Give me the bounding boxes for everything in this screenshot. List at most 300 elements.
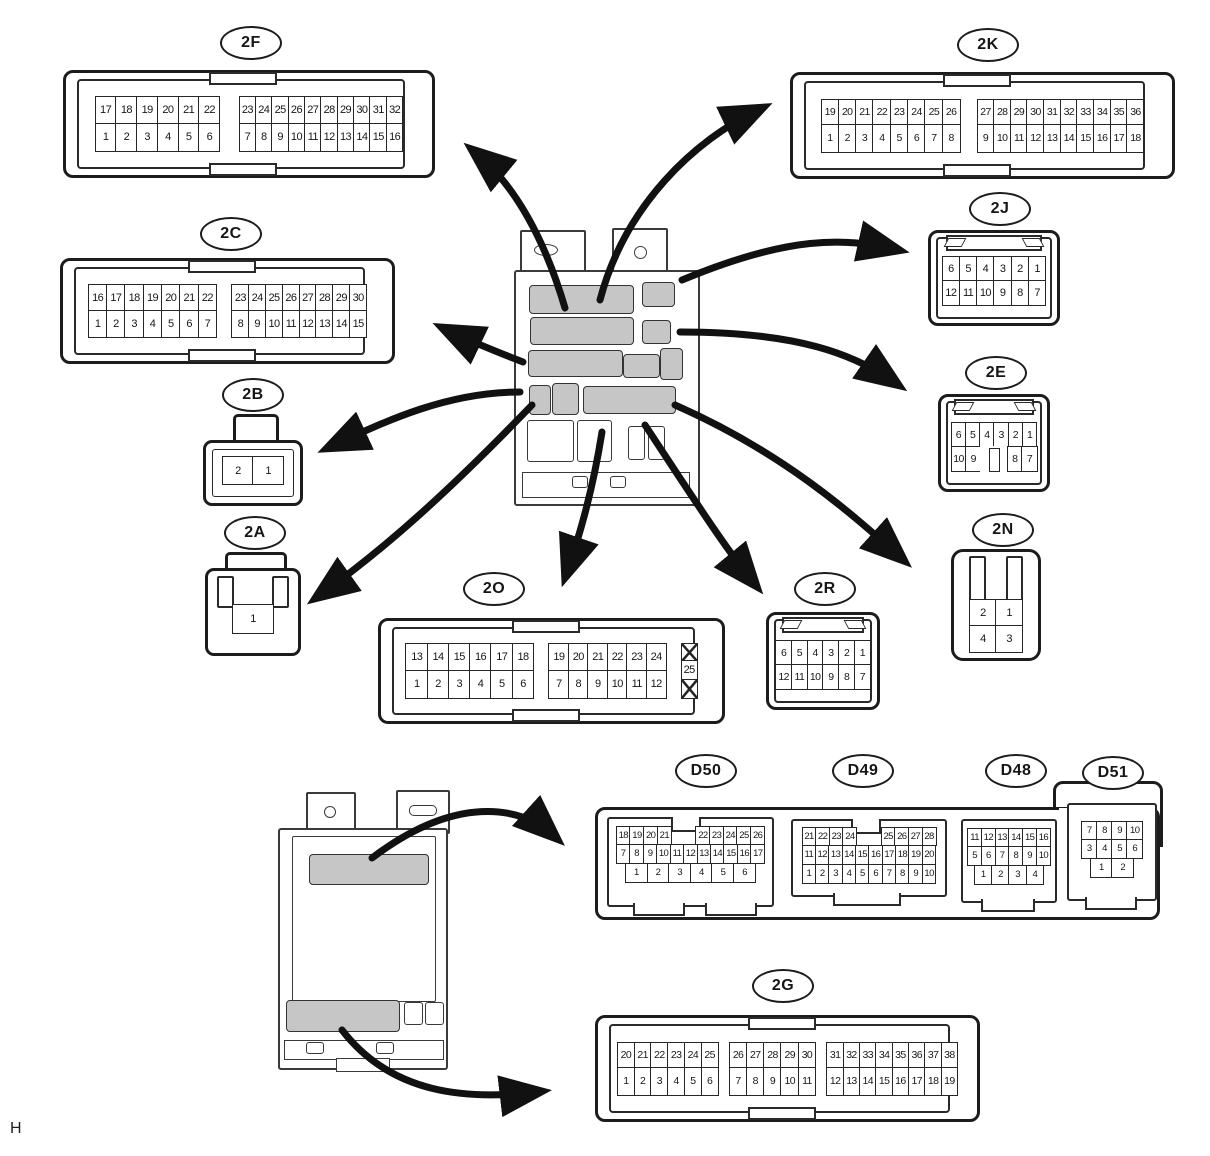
pin-cell: 9 — [1111, 821, 1128, 840]
connector-label: D48 — [985, 754, 1047, 788]
pin-cell: 12 — [1026, 124, 1044, 152]
pin-cell: 10 — [265, 310, 283, 338]
pin-cell: 24 — [646, 643, 667, 671]
pin-block — [548, 643, 666, 699]
pin-cell: 6 — [1126, 839, 1143, 859]
pin-cell: 2 — [1008, 422, 1024, 447]
unit-slot — [529, 385, 551, 415]
pin-cell: 3 — [993, 256, 1012, 281]
pin-row — [1081, 821, 1143, 840]
pin-cell: 3 — [822, 640, 839, 665]
pin-cell: 16 — [386, 123, 404, 152]
pin-cell: 28 — [320, 96, 338, 124]
pin-grid — [766, 612, 880, 710]
pin-cell: 26 — [288, 96, 306, 124]
pin-cell: 16 — [737, 844, 752, 864]
pin-cell: 10 — [288, 123, 306, 152]
gap-cell — [856, 827, 882, 846]
pin-cell: 13 — [828, 845, 843, 865]
unit-foot — [336, 1058, 390, 1072]
pin-cell: 26 — [750, 826, 765, 845]
pin-cell: 11 — [670, 844, 685, 864]
pin-cell: 11 — [967, 828, 982, 847]
pin-grid — [378, 618, 725, 724]
unit-slot — [530, 317, 634, 345]
pin-cell: 36 — [1126, 99, 1144, 126]
pin-row — [977, 126, 1145, 153]
pin-cell: 9 — [271, 123, 289, 152]
pin-cell: 28 — [763, 1042, 782, 1069]
pin-row — [616, 845, 766, 864]
pin-cell: 14 — [1060, 124, 1078, 152]
pin-row — [775, 665, 871, 690]
pin-cell: 10 — [993, 124, 1011, 152]
unit-base-tab — [376, 1042, 394, 1054]
connector-2o — [378, 580, 725, 724]
pin-cell: 15 — [369, 123, 387, 152]
pin-cell: 23 — [709, 826, 724, 845]
pin-cell: 14 — [332, 310, 350, 338]
bracket-hole — [409, 805, 437, 816]
pin-cell: 17 — [750, 844, 765, 864]
pin-cell: 16 — [1093, 124, 1111, 152]
pin-cell: 12 — [826, 1067, 844, 1095]
pin-cell: 3 — [1081, 839, 1098, 859]
pin-cell: 19 — [548, 643, 569, 671]
pin-cell: 2 — [106, 310, 126, 338]
pin-row — [969, 626, 1023, 653]
unit-slot — [623, 354, 660, 378]
pin-cell: 8 — [1007, 446, 1023, 472]
pin-row — [969, 599, 1023, 626]
pin-cell: 23 — [667, 1042, 685, 1069]
pin-cell: 5 — [855, 864, 870, 884]
pin-cell: 19 — [143, 284, 163, 311]
pin-cell: 15 — [855, 845, 870, 865]
connector-label: D49 — [832, 754, 894, 788]
pin-cell: 3 — [124, 310, 144, 338]
pin-cell: 12 — [299, 310, 317, 338]
pin-grid — [951, 543, 1041, 661]
pin-grid — [63, 70, 435, 178]
bracket-hole — [534, 244, 558, 256]
pin-cell: 2 — [991, 865, 1010, 885]
x-cell — [681, 679, 698, 699]
pin-cell: 18 — [1126, 124, 1144, 152]
arrow-to-2a — [320, 405, 532, 595]
unit-slot — [528, 350, 623, 377]
pin-cell: 20 — [568, 643, 589, 671]
pin-cell: 21 — [802, 827, 817, 846]
pin-cell: 20 — [617, 1042, 635, 1069]
pin-grid — [793, 821, 945, 895]
pin-block — [802, 827, 937, 884]
pin-cell: 7 — [924, 124, 943, 152]
pin-cell: 2 — [815, 864, 830, 884]
pin-cell: 35 — [892, 1042, 910, 1069]
pin-cell: 33 — [859, 1042, 877, 1069]
pin-cell: 23 — [239, 96, 257, 124]
gap-cell — [671, 826, 697, 845]
pin-cell: 33 — [1076, 99, 1094, 126]
pin-cell: 32 — [843, 1042, 861, 1069]
connector-2e — [938, 364, 1050, 492]
pin-cell: 3 — [995, 625, 1023, 653]
pin-row — [239, 124, 404, 152]
pin-cell: 21 — [855, 99, 874, 126]
pin-cell: 25 — [701, 1042, 719, 1069]
pin-cell: 36 — [908, 1042, 926, 1069]
connector-d49 — [791, 819, 947, 897]
connector-label: D50 — [675, 754, 737, 788]
pin-cell: 4 — [976, 256, 995, 281]
pin-cell: 19 — [136, 96, 158, 124]
pin-cell: 21 — [179, 284, 199, 311]
pin-cell: 12 — [646, 670, 667, 699]
pin-row — [775, 640, 871, 665]
connector-2k — [790, 36, 1175, 179]
pin-cell: 6 — [512, 670, 535, 699]
pin-cell: 6 — [775, 640, 792, 665]
pin-cell: 12 — [683, 844, 698, 864]
pin-cell: 4 — [469, 670, 492, 699]
pin-cell: 2 — [647, 863, 670, 883]
unit-base-tab — [572, 476, 588, 488]
pin-cell: 2 — [634, 1067, 652, 1095]
pin-cell: 5 — [161, 310, 181, 338]
pin-cell: 4 — [1026, 865, 1045, 885]
connector-2f — [63, 34, 435, 178]
pin-cell: 8 — [838, 664, 855, 690]
pin-cell: 23 — [829, 827, 844, 846]
unit-cavity — [425, 1002, 444, 1025]
pin-cell: 20 — [838, 99, 857, 126]
pin-block — [775, 640, 871, 690]
pin-row — [826, 1069, 958, 1096]
pin-row — [729, 1069, 817, 1096]
pin-cell: 25 — [924, 99, 943, 126]
pin-row — [802, 827, 937, 846]
unit-slot — [529, 285, 634, 314]
pin-row — [967, 828, 1051, 847]
pin-block — [617, 1042, 719, 1096]
pin-grid — [203, 414, 303, 506]
pin-cell: 18 — [616, 826, 631, 845]
pin-cell: 4 — [667, 1067, 685, 1095]
unit-slot — [583, 386, 676, 414]
pin-cell: 21 — [657, 826, 672, 845]
connector-label: 2A — [224, 516, 286, 550]
pin-cell: 14 — [710, 844, 725, 864]
pin-cell: 2 — [1111, 858, 1134, 878]
pin-row — [616, 826, 766, 845]
pin-cell: 23 — [626, 643, 647, 671]
pin-row — [826, 1042, 958, 1069]
pin-cell: 21 — [587, 643, 608, 671]
pin-cell: 29 — [1010, 99, 1028, 126]
pin-cell: 27 — [977, 99, 995, 126]
pin-cell: 7 — [995, 846, 1010, 866]
arrow-to-2b — [332, 392, 520, 446]
gap-cell — [1133, 858, 1143, 878]
pin-block — [821, 99, 961, 153]
pin-cell: 5 — [178, 123, 200, 152]
pin-row — [231, 311, 367, 338]
pin-cell: 11 — [626, 670, 647, 699]
pin-cell: 7 — [616, 844, 631, 864]
pin-cell: 1 — [1090, 858, 1113, 878]
pin-cell: 19 — [629, 826, 644, 845]
pin-cell: 8 — [1011, 280, 1030, 306]
pin-cell: 3 — [828, 864, 843, 884]
pin-cell: 28 — [993, 99, 1011, 126]
pin-cell: 21 — [634, 1042, 652, 1069]
pin-cell: 22 — [650, 1042, 668, 1069]
pin-cell: 30 — [798, 1042, 817, 1069]
pin-cell: 25 — [681, 660, 698, 680]
pin-row — [88, 284, 218, 311]
main-unit — [514, 226, 700, 504]
pin-cell: 1 — [617, 1067, 635, 1095]
connector-d48 — [961, 819, 1057, 903]
pin-cell: 27 — [746, 1042, 765, 1069]
pin-cell: 11 — [802, 845, 817, 865]
pin-cell: 1 — [995, 599, 1023, 626]
pin-cell: 22 — [872, 99, 891, 126]
pin-cell: 8 — [1008, 846, 1023, 866]
pin-cell: 30 — [349, 284, 367, 311]
pin-cell: 12 — [815, 845, 830, 865]
pin-cell: 22 — [198, 96, 220, 124]
pin-row — [405, 671, 534, 699]
pin-cell: 1 — [802, 864, 817, 884]
pin-cell: 13 — [405, 643, 428, 671]
arrow-to-2n — [675, 405, 900, 557]
pin-cell: 10 — [922, 864, 937, 884]
pin-cell: 13 — [697, 844, 712, 864]
pin-row — [977, 99, 1145, 126]
pin-cell: 4 — [807, 640, 824, 665]
pin-cell: 12 — [320, 123, 338, 152]
pin-block — [681, 643, 698, 699]
pin-cell: 7 — [1081, 821, 1098, 840]
pin-cell: 13 — [995, 828, 1010, 847]
pin-cell: 16 — [892, 1067, 910, 1095]
pin-cell: 6 — [951, 422, 967, 447]
pin-cell: 12 — [942, 280, 961, 306]
pin-cell: 14 — [842, 845, 857, 865]
pin-cell: 4 — [157, 123, 179, 152]
pin-cell: 18 — [895, 845, 910, 865]
pin-cell: 4 — [690, 863, 713, 883]
pin-cell: 32 — [1060, 99, 1078, 126]
pin-block — [222, 456, 284, 485]
pin-cell: 23 — [231, 284, 249, 311]
pin-grid — [595, 1015, 980, 1122]
pin-cell: 31 — [1043, 99, 1061, 126]
pin-cell: 6 — [868, 864, 883, 884]
pin-row — [88, 311, 218, 338]
pin-cell: 6 — [733, 863, 756, 883]
pin-row — [405, 643, 534, 671]
arrow-to-2j — [682, 242, 894, 280]
slot-cell — [980, 446, 1008, 472]
unit-cavity — [577, 420, 612, 462]
pin-row — [821, 99, 961, 126]
connector-label: 2G — [752, 969, 814, 1003]
pin-cell: 10 — [780, 1067, 799, 1095]
pin-cell: 23 — [890, 99, 909, 126]
pin-cell: 2 — [969, 599, 997, 626]
connector-label: D51 — [1082, 756, 1144, 790]
pin-block — [826, 1042, 958, 1096]
pin-cell: 7 — [198, 310, 218, 338]
pin-cell: 14 — [1008, 828, 1023, 847]
pin-cell: 24 — [684, 1042, 702, 1069]
pin-cell: 5 — [890, 124, 909, 152]
pin-cell: 4 — [1096, 839, 1113, 859]
pin-cell: 26 — [942, 99, 961, 126]
pin-cell: 10 — [656, 844, 671, 864]
pin-cell: 9 — [248, 310, 266, 338]
pin-cell: 3 — [136, 123, 158, 152]
pin-cell: 11 — [791, 664, 808, 690]
pin-cell: 25 — [271, 96, 289, 124]
pin-cell: 16 — [868, 845, 883, 865]
section-foot — [633, 903, 685, 916]
pin-cell: 13 — [315, 310, 333, 338]
pin-cell: 24 — [255, 96, 273, 124]
pin-cell: 9 — [643, 844, 658, 864]
pin-cell: 5 — [965, 422, 981, 447]
pin-cell: 17 — [95, 96, 117, 124]
pin-grid — [963, 821, 1055, 901]
pin-cell: 12 — [775, 664, 792, 690]
pin-cell: 24 — [907, 99, 926, 126]
pin-cell: 26 — [729, 1042, 748, 1069]
pin-cell: 12 — [981, 828, 996, 847]
pin-row — [231, 284, 367, 311]
pin-cell: 11 — [959, 280, 978, 306]
pin-block — [1081, 821, 1143, 878]
pin-block — [232, 604, 274, 634]
pin-cell: 31 — [369, 96, 387, 124]
connector-label: 2J — [969, 192, 1031, 226]
pin-cell: 25 — [265, 284, 283, 311]
pin-cell: 7 — [729, 1067, 748, 1095]
pin-cell: 38 — [941, 1042, 959, 1069]
pin-cell: 9 — [587, 670, 608, 699]
pin-cell: 10 — [607, 670, 628, 699]
connector-label: 2B — [222, 378, 284, 412]
pin-cell: 30 — [1026, 99, 1044, 126]
pin-cell: 10 — [1126, 821, 1143, 840]
pin-row — [548, 643, 666, 671]
connector-2g — [595, 977, 980, 1122]
bracket-hole — [634, 246, 647, 259]
bracket-hole — [324, 806, 336, 818]
pin-cell: 8 — [629, 844, 644, 864]
pin-cell: 26 — [894, 827, 909, 846]
pin-cell: 7 — [548, 670, 569, 699]
pin-row — [951, 447, 1038, 472]
connector-2n — [951, 521, 1041, 661]
pin-cell: 18 — [924, 1067, 942, 1095]
pin-cell: 27 — [299, 284, 317, 311]
pin-cell: 25 — [736, 826, 751, 845]
pin-cell: 31 — [826, 1042, 844, 1069]
pin-cell: 1 — [974, 865, 993, 885]
pin-row — [95, 124, 221, 152]
pin-grid — [205, 552, 301, 656]
pin-cell: 37 — [924, 1042, 942, 1069]
gap-cell — [1043, 865, 1051, 885]
pin-cell: 18 — [115, 96, 137, 124]
pin-cell: 13 — [337, 123, 355, 152]
pin-cell: 3 — [448, 670, 471, 699]
pin-cell: 8 — [895, 864, 910, 884]
lower-unit — [278, 788, 448, 1072]
pin-cell: 5 — [967, 846, 982, 866]
connector-2b — [203, 386, 303, 506]
connector-label: 2F — [220, 26, 282, 60]
pin-cell: 4 — [979, 422, 995, 447]
pin-cell: 27 — [908, 827, 923, 846]
connector-2a — [205, 524, 301, 656]
connector-label: 2E — [965, 356, 1027, 390]
pin-cell: 5 — [959, 256, 978, 281]
pin-cell: 9 — [822, 664, 839, 690]
pin-block — [969, 599, 1023, 653]
pin-cell: 5 — [490, 670, 513, 699]
pin-cell: 4 — [969, 625, 997, 653]
pin-cell: 6 — [198, 123, 220, 152]
pin-cell: 7 — [1021, 446, 1037, 472]
pin-cell: 6 — [981, 846, 996, 866]
unit-slot — [642, 282, 675, 307]
pin-grid — [1069, 805, 1155, 899]
pin-cell: 1 — [821, 124, 840, 152]
pin-cell: 13 — [843, 1067, 861, 1095]
pin-cell: 20 — [922, 845, 937, 865]
pin-cell: 15 — [349, 310, 367, 338]
pin-cell: 6 — [907, 124, 926, 152]
connector-label: 2O — [463, 572, 525, 606]
pin-cell: 1 — [88, 310, 108, 338]
pin-row — [617, 1042, 719, 1069]
pin-cell: 1 — [854, 640, 871, 665]
unit-slot — [552, 383, 579, 415]
pin-row — [821, 126, 961, 153]
pin-cell: 3 — [855, 124, 874, 152]
pin-cell: 17 — [908, 1067, 926, 1095]
pin-cell: 28 — [315, 284, 333, 311]
mount-bracket — [612, 228, 668, 276]
pin-cell: 5 — [791, 640, 808, 665]
unit-cavity — [648, 426, 665, 460]
pin-row — [802, 846, 937, 865]
pin-cell: 2 — [838, 640, 855, 665]
pin-cell: 15 — [448, 643, 471, 671]
unit-slot — [660, 348, 683, 380]
pin-cell: 17 — [1110, 124, 1128, 152]
pin-row — [681, 662, 698, 681]
gap-cell — [755, 863, 766, 883]
pin-cell: 7 — [239, 123, 257, 152]
pin-cell: 26 — [282, 284, 300, 311]
pin-cell: 8 — [1096, 821, 1113, 840]
pin-row — [232, 604, 274, 634]
